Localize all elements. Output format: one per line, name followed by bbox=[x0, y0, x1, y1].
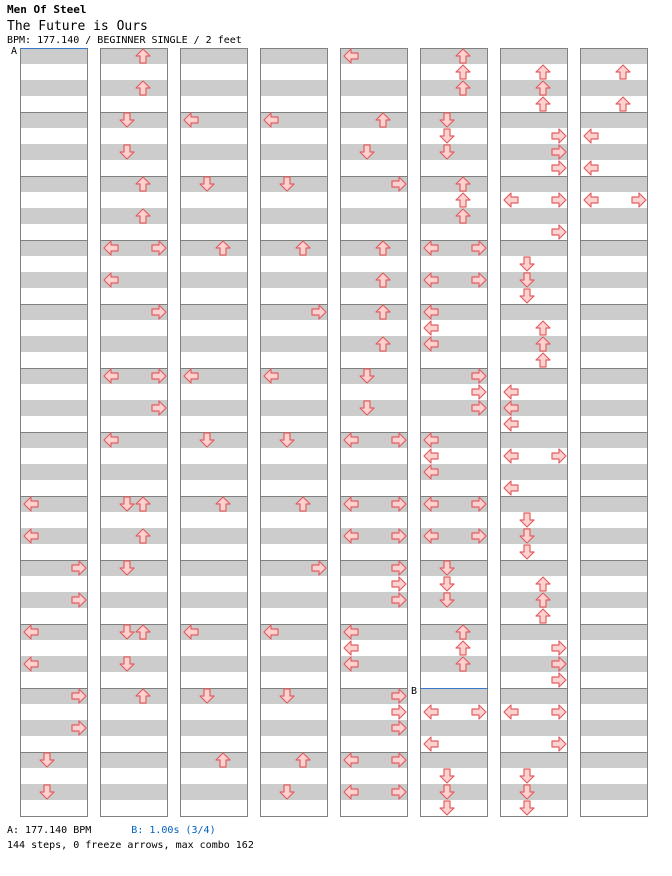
beat-stripe bbox=[580, 688, 648, 704]
beat-stripe bbox=[260, 336, 328, 352]
beat-stripe bbox=[260, 240, 328, 256]
beat-stripe bbox=[260, 80, 328, 96]
song-title: Men Of Steel bbox=[7, 3, 87, 16]
beat-stripe bbox=[580, 304, 648, 320]
beat-stripe bbox=[580, 784, 648, 800]
beat-stripe bbox=[420, 688, 488, 704]
beat-stripe bbox=[580, 144, 648, 160]
beat-stripe bbox=[500, 432, 568, 448]
step-arrow-left bbox=[504, 481, 518, 495]
beat-stripe bbox=[260, 656, 328, 672]
step-arrow-right bbox=[552, 449, 566, 463]
step-arrow-left bbox=[344, 641, 358, 655]
beat-stripe bbox=[180, 656, 248, 672]
beat-stripe bbox=[580, 208, 648, 224]
beat-stripe bbox=[260, 272, 328, 288]
step-arrow-down bbox=[520, 801, 534, 815]
step-arrow-right bbox=[552, 641, 566, 655]
step-arrow-up bbox=[536, 353, 550, 367]
step-arrow-right bbox=[392, 705, 406, 719]
step-arrow-right bbox=[552, 225, 566, 239]
step-arrow-right bbox=[472, 705, 486, 719]
step-arrow-right bbox=[552, 737, 566, 751]
beat-stripe bbox=[20, 432, 88, 448]
beat-stripe bbox=[580, 112, 648, 128]
beat-stripe bbox=[580, 336, 648, 352]
beat-stripe bbox=[180, 592, 248, 608]
chart-column bbox=[20, 48, 88, 817]
beat-stripe bbox=[500, 560, 568, 576]
step-arrow-right bbox=[552, 705, 566, 719]
beat-stripe bbox=[260, 208, 328, 224]
beat-stripe bbox=[420, 176, 488, 192]
beat-stripe bbox=[340, 272, 408, 288]
beat-stripe bbox=[500, 688, 568, 704]
beat-stripe bbox=[180, 560, 248, 576]
beat-stripe bbox=[580, 48, 648, 64]
step-arrow-down bbox=[440, 577, 454, 591]
beat-stripe bbox=[500, 624, 568, 640]
beat-stripe bbox=[420, 624, 488, 640]
step-arrow-down bbox=[520, 769, 534, 783]
beat-stripe bbox=[20, 336, 88, 352]
step-arrow-left bbox=[584, 193, 598, 207]
beat-stripe bbox=[20, 144, 88, 160]
beat-stripe bbox=[500, 112, 568, 128]
beat-stripe bbox=[20, 272, 88, 288]
step-arrow-left bbox=[584, 161, 598, 175]
beat-stripe bbox=[580, 240, 648, 256]
step-arrow-up bbox=[536, 609, 550, 623]
beat-stripe bbox=[500, 720, 568, 736]
beat-stripe bbox=[500, 464, 568, 480]
step-arrow-up bbox=[616, 65, 630, 79]
beat-stripe bbox=[500, 592, 568, 608]
step-arrow-left bbox=[504, 385, 518, 399]
step-arrow-down bbox=[440, 801, 454, 815]
beat-stripe bbox=[100, 48, 168, 64]
beat-stripe bbox=[500, 208, 568, 224]
beat-stripe bbox=[180, 400, 248, 416]
step-arrow-right bbox=[472, 385, 486, 399]
beat-stripe bbox=[500, 752, 568, 768]
beat-stripe bbox=[580, 528, 648, 544]
beat-stripe bbox=[100, 176, 168, 192]
beat-stripe bbox=[340, 336, 408, 352]
beat-stripe bbox=[340, 112, 408, 128]
beat-stripe bbox=[580, 176, 648, 192]
beat-stripe bbox=[180, 80, 248, 96]
chart-column bbox=[100, 48, 168, 817]
step-arrow-left bbox=[424, 449, 438, 463]
footer-summary: 144 steps, 0 freeze arrows, max combo 162 bbox=[7, 840, 254, 851]
beat-stripe bbox=[260, 720, 328, 736]
step-arrow-down bbox=[520, 257, 534, 271]
beat-stripe bbox=[180, 272, 248, 288]
chart-column bbox=[500, 48, 568, 817]
step-arrow-left bbox=[584, 129, 598, 143]
step-arrow-left bbox=[424, 737, 438, 751]
beat-stripe bbox=[580, 720, 648, 736]
beat-stripe bbox=[580, 592, 648, 608]
marker-label: A bbox=[11, 46, 18, 57]
beat-stripe bbox=[260, 592, 328, 608]
beat-stripe bbox=[260, 48, 328, 64]
step-arrow-up bbox=[456, 65, 470, 79]
beat-stripe bbox=[420, 752, 488, 768]
beat-stripe bbox=[500, 304, 568, 320]
marker-label: B bbox=[411, 686, 418, 697]
step-arrow-down bbox=[440, 129, 454, 143]
chart-column bbox=[340, 48, 408, 817]
beat-stripe bbox=[260, 752, 328, 768]
beat-stripe bbox=[180, 752, 248, 768]
beat-stripe bbox=[260, 496, 328, 512]
beat-stripe bbox=[340, 80, 408, 96]
beat-stripe bbox=[580, 432, 648, 448]
beat-stripe bbox=[20, 112, 88, 128]
beat-stripe bbox=[20, 208, 88, 224]
beat-stripe bbox=[100, 720, 168, 736]
beat-stripe bbox=[180, 208, 248, 224]
stop-label: B: 1.00s (3/4) bbox=[131, 825, 216, 836]
beat-stripe bbox=[340, 208, 408, 224]
beat-stripe bbox=[500, 336, 568, 352]
step-arrow-down bbox=[520, 513, 534, 527]
beat-stripe bbox=[20, 80, 88, 96]
step-arrow-right bbox=[632, 193, 646, 207]
step-arrow-left bbox=[504, 193, 518, 207]
step-arrow-left bbox=[424, 705, 438, 719]
beat-stripe bbox=[180, 240, 248, 256]
step-arrow-left bbox=[504, 449, 518, 463]
beat-stripe bbox=[420, 48, 488, 64]
beat-stripe bbox=[260, 400, 328, 416]
step-arrow-right bbox=[552, 673, 566, 687]
beat-stripe bbox=[20, 48, 88, 64]
step-arrow-left bbox=[504, 417, 518, 431]
beat-stripe bbox=[420, 208, 488, 224]
beat-stripe bbox=[580, 400, 648, 416]
step-arrow-right bbox=[552, 161, 566, 175]
step-arrow-right bbox=[552, 193, 566, 207]
step-arrow-right bbox=[552, 129, 566, 143]
step-arrow-up bbox=[536, 577, 550, 591]
step-arrow-down bbox=[520, 545, 534, 559]
beat-stripe bbox=[20, 176, 88, 192]
beat-stripe bbox=[580, 272, 648, 288]
chart-column bbox=[260, 48, 328, 817]
beat-stripe bbox=[180, 464, 248, 480]
beat-stripe bbox=[100, 688, 168, 704]
beat-stripe bbox=[100, 80, 168, 96]
beat-stripe bbox=[420, 720, 488, 736]
step-arrow-up bbox=[536, 65, 550, 79]
beat-stripe bbox=[580, 656, 648, 672]
beat-stripe bbox=[500, 176, 568, 192]
beat-stripe bbox=[100, 208, 168, 224]
beat-stripe bbox=[580, 496, 648, 512]
step-arrow-down bbox=[440, 769, 454, 783]
step-arrow-down bbox=[520, 289, 534, 303]
beat-stripe bbox=[580, 464, 648, 480]
beat-stripe bbox=[180, 528, 248, 544]
beat-stripe bbox=[100, 752, 168, 768]
chart-info: BPM: 177.140 / BEGINNER SINGLE / 2 feet bbox=[7, 35, 242, 46]
beat-stripe bbox=[20, 304, 88, 320]
chart-column bbox=[180, 48, 248, 817]
beat-stripe bbox=[580, 80, 648, 96]
marker-line bbox=[420, 688, 488, 689]
beat-stripe bbox=[580, 560, 648, 576]
beat-stripe bbox=[20, 240, 88, 256]
beat-stripe bbox=[580, 752, 648, 768]
step-arrow-up bbox=[616, 97, 630, 111]
beat-stripe bbox=[500, 240, 568, 256]
beat-stripe bbox=[340, 464, 408, 480]
beat-stripe bbox=[20, 368, 88, 384]
beat-stripe bbox=[180, 144, 248, 160]
step-arrow-up bbox=[536, 97, 550, 111]
beat-stripe bbox=[420, 80, 488, 96]
beat-stripe bbox=[340, 240, 408, 256]
beat-stripe bbox=[180, 336, 248, 352]
song-subtitle: The Future is Ours bbox=[7, 19, 148, 34]
beat-stripe bbox=[180, 784, 248, 800]
step-arrow-up bbox=[536, 321, 550, 335]
bpm-change-label: A: 177.140 BPM bbox=[7, 825, 92, 836]
step-arrow-up bbox=[456, 641, 470, 655]
beat-stripe bbox=[100, 336, 168, 352]
beat-stripe bbox=[500, 48, 568, 64]
beat-stripe bbox=[20, 400, 88, 416]
chart-column bbox=[420, 48, 488, 817]
beat-stripe bbox=[500, 80, 568, 96]
beat-stripe bbox=[580, 624, 648, 640]
beat-stripe bbox=[420, 656, 488, 672]
beat-stripe bbox=[100, 592, 168, 608]
beat-stripe bbox=[100, 464, 168, 480]
beat-stripe bbox=[500, 368, 568, 384]
beat-stripe bbox=[100, 528, 168, 544]
beat-stripe bbox=[100, 784, 168, 800]
beat-stripe bbox=[180, 496, 248, 512]
step-arrow-left bbox=[504, 705, 518, 719]
beat-stripe bbox=[340, 304, 408, 320]
beat-stripe bbox=[180, 720, 248, 736]
beat-stripe bbox=[260, 144, 328, 160]
step-arrow-up bbox=[456, 193, 470, 207]
beat-stripe bbox=[260, 528, 328, 544]
beat-stripe bbox=[500, 496, 568, 512]
step-arrow-right bbox=[392, 577, 406, 591]
footer-bpm-line bbox=[7, 825, 216, 836]
beat-stripe bbox=[580, 368, 648, 384]
step-arrow-left bbox=[424, 321, 438, 335]
beat-stripe bbox=[180, 304, 248, 320]
beat-stripe bbox=[20, 464, 88, 480]
beat-stripe bbox=[260, 464, 328, 480]
marker-line bbox=[20, 48, 88, 49]
beat-stripe bbox=[180, 48, 248, 64]
